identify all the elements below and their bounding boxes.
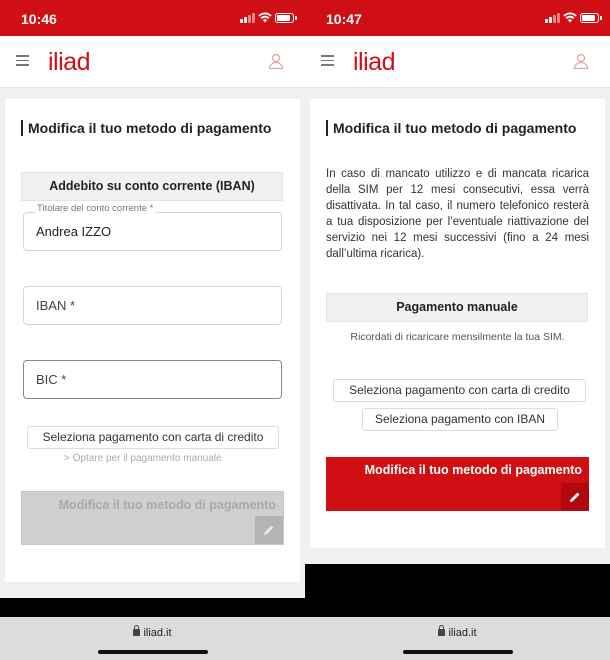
select-card-button[interactable]: Seleziona pagamento con carta di credito (333, 379, 586, 402)
page-title: Modifica il tuo metodo di pagamento (326, 120, 576, 136)
lock-icon (438, 629, 445, 636)
url-text: iliad.it (143, 627, 172, 639)
status-bar (305, 0, 610, 36)
status-bar (0, 0, 305, 36)
pencil-icon (255, 516, 283, 544)
manual-payment-link[interactable]: > Optare per il pagamento manuale (64, 453, 222, 464)
signal-icon (240, 13, 256, 23)
submit-label: Modifica il tuo metodo di pagamento (58, 498, 276, 512)
page-bottom (0, 598, 305, 617)
screen-manual (305, 0, 610, 660)
account-holder-field[interactable] (23, 212, 282, 251)
brand-logo[interactable]: iliad (48, 48, 90, 76)
app-header (0, 36, 305, 88)
submit-button (21, 491, 284, 545)
account-holder-value: Andrea IZZO (36, 224, 112, 239)
payment-card (5, 99, 300, 582)
bic-placeholder: BIC * (36, 372, 67, 387)
user-icon[interactable] (268, 53, 284, 69)
user-icon[interactable] (573, 53, 589, 69)
status-time: 10:46 (21, 11, 57, 27)
select-card-button[interactable]: Seleziona pagamento con carta di credito (27, 426, 279, 449)
pencil-icon (561, 483, 589, 511)
submit-label: Modifica il tuo metodo di pagamento (364, 463, 582, 477)
payment-card (310, 99, 605, 548)
bic-field[interactable] (23, 360, 282, 399)
wifi-icon (258, 12, 272, 23)
deactivation-notice: In caso di mancato utilizzo e di mancata ricarica della SIM per 12 mesi consecutivi, essa verrà disattivata. In tal caso, il numero telefonico resterà a tua disposizione per l’eventuale riattivazione del servizio nei 12 mesi successivi (fino a 24 mesi dall’ultima ricarica). (326, 168, 589, 260)
app-header (305, 36, 610, 88)
section-iban: Addebito su conto corrente (IBAN) (21, 172, 283, 201)
battery-icon (275, 13, 294, 23)
section-manual: Pagamento manuale (326, 293, 588, 322)
status-time: 10:47 (326, 11, 362, 27)
select-iban-button[interactable]: Seleziona pagamento con IBAN (362, 408, 558, 431)
brand-logo[interactable]: iliad (353, 48, 395, 76)
page-bottom (305, 564, 610, 617)
home-indicator (403, 650, 513, 654)
url-text: iliad.it (448, 627, 477, 639)
page-title: Modifica il tuo metodo di pagamento (21, 120, 271, 136)
submit-button[interactable] (326, 457, 589, 511)
menu-icon[interactable] (16, 55, 29, 66)
wifi-icon (563, 12, 577, 23)
iban-placeholder: IBAN * (36, 298, 76, 313)
signal-icon (545, 13, 561, 23)
lock-icon (133, 629, 140, 636)
menu-icon[interactable] (321, 55, 334, 66)
account-holder-label: Titolare del conto corrente * (37, 203, 154, 214)
recharge-reminder: Ricordati di ricaricare mensilmente la tua SIM. (350, 331, 565, 343)
iban-field[interactable] (23, 286, 282, 325)
battery-icon (580, 13, 599, 23)
home-indicator (98, 650, 208, 654)
